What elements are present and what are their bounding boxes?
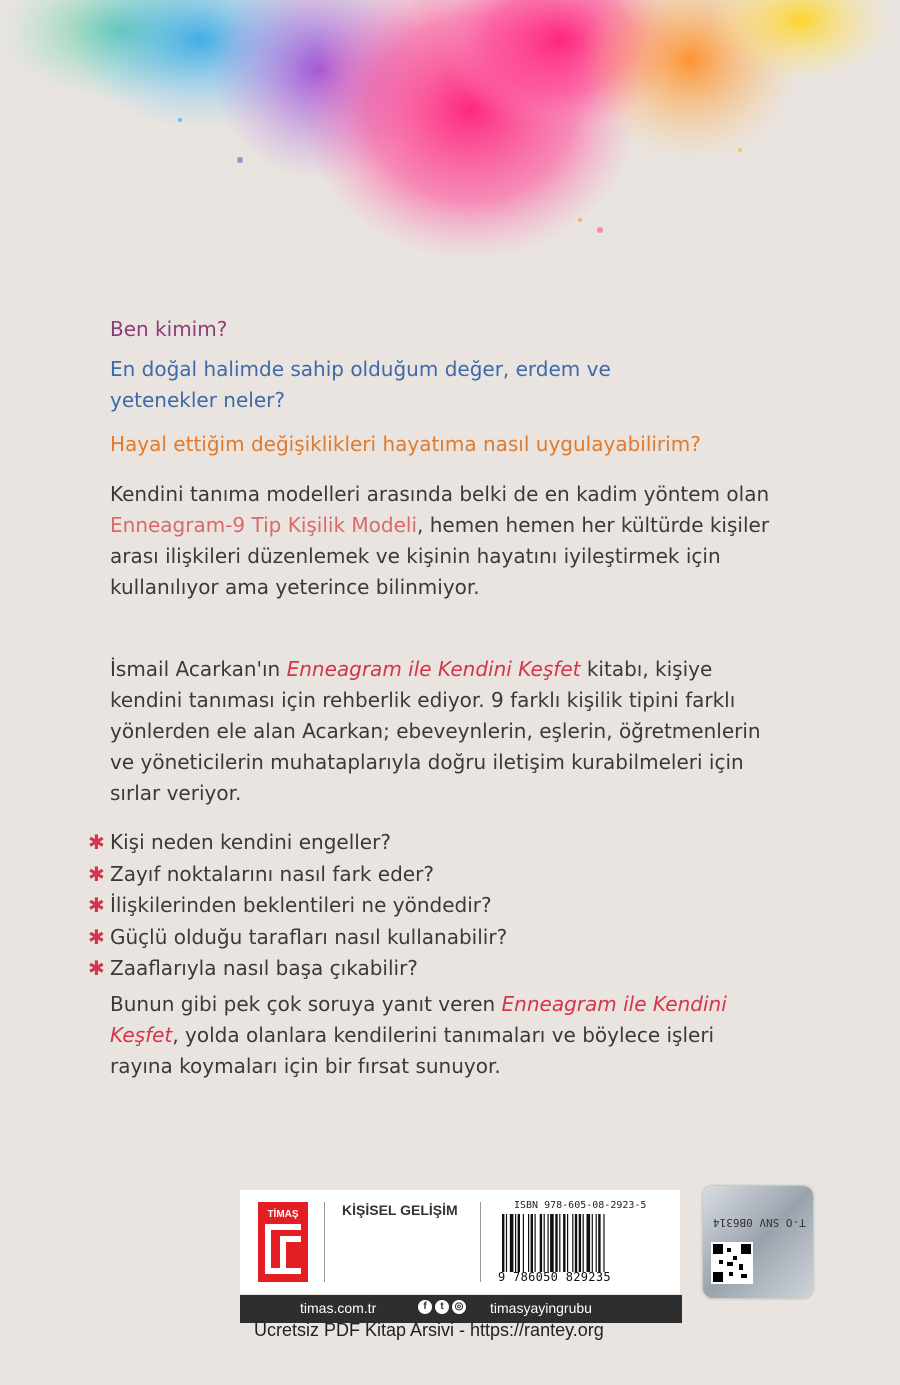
social-handle[interactable]: timasyayingrubu [490, 1300, 592, 1316]
publisher-footer-bar [240, 1295, 682, 1323]
barcode-panel [240, 1190, 680, 1294]
list-item: ✱ İlişkilerinden beklentileri ne yöndedir? [88, 890, 768, 922]
list-item: ✱ Zaaflarıyla nasıl başa çıkabilir? [88, 953, 768, 985]
question-values: En doğal halimde sahip olduğum değer, erdem ve yetenekler neler? [110, 357, 611, 412]
list-item: ✱ Zayıf noktalarını nasıl fark eder? [88, 859, 768, 891]
barcode [500, 1214, 666, 1272]
publisher-logo [258, 1202, 308, 1282]
description-paragraph-3: Bunun gibi pek çok soruya yanıt veren Enneagram ile Kendini Keşfet, yolda olanlara kendilerini tanımaları ve böylece işleri rayına koymaları için bir fırsat sunuyor. [110, 992, 727, 1078]
model-name-highlight: Enneagram-9 Tip Kişilik Modeli [110, 513, 418, 537]
website-link[interactable]: timas.com.tr [300, 1300, 377, 1316]
asterisk-icon: ✱ [88, 924, 105, 949]
color-powder-splash [0, 0, 900, 300]
ean-number: 9 786050 829235 [498, 1270, 611, 1284]
hologram-sticker [703, 1186, 813, 1298]
qr-code [711, 1242, 753, 1284]
list-item: ✱ Güçlü olduğu tarafları nasıl kullanabilir? [88, 922, 768, 954]
instagram-icon[interactable]: ◎ [452, 1300, 466, 1314]
asterisk-icon: ✱ [88, 830, 105, 854]
twitter-icon[interactable]: t [435, 1300, 449, 1314]
svg-text:TİMAŞ: TİMAŞ [267, 1209, 299, 1220]
isbn-label: ISBN 978-605-08-2923-5 [514, 1200, 647, 1211]
description-paragraph-2: İsmail Acarkan'ın Enneagram ile Kendini Keşfet kitabı, kişiye kendini tanıması için rehberlik ediyor. 9 farklı kişilik tipini farklı yönlerden ele alan Acarkan; ebeveynlerin, eşlerin, öğretmenlerin ve yöneticilerin muhataplarıyla doğru iletişim kurabilmeleri için sırlar veriyor. [110, 657, 761, 805]
question-list [88, 827, 768, 985]
question-who-am-i: Ben kimim? [110, 317, 228, 341]
divider [324, 1202, 325, 1282]
facebook-icon[interactable]: f [418, 1300, 432, 1314]
category-label: KİŞİSEL GELİŞİM [342, 1202, 458, 1218]
hologram-code: T-O SNV 0B6314 [713, 1216, 806, 1229]
watermark-text: Ücretsiz PDF Kitap Arsivi - https://rantey.org [254, 1320, 604, 1340]
description-paragraph-1: Kendini tanıma modelleri arasında belki de en kadim yöntem olan Enneagram-9 Tip Kişilik Modeli, hemen hemen her kültürde kişiler arası ilişkileri düzenlemek ve kişinin hayatını iyileştirmek için kullanılıyor ama yeterince bilinmiyor. [110, 482, 770, 599]
book-title-highlight: Enneagram ile Kendini Keşfet [110, 992, 727, 1047]
asterisk-icon: ✱ [88, 956, 105, 980]
list-item: ✱ Kişi neden kendini engeller? [88, 827, 768, 859]
divider [480, 1202, 481, 1282]
asterisk-icon: ✱ [88, 893, 105, 917]
asterisk-icon: ✱ [88, 861, 105, 886]
book-title-highlight: Enneagram ile Kendini Keşfet [286, 657, 581, 681]
social-icons [418, 1300, 466, 1314]
question-changes: Hayal ettiğim değişiklikleri hayatıma nasıl uygulayabilirim? [110, 432, 701, 456]
